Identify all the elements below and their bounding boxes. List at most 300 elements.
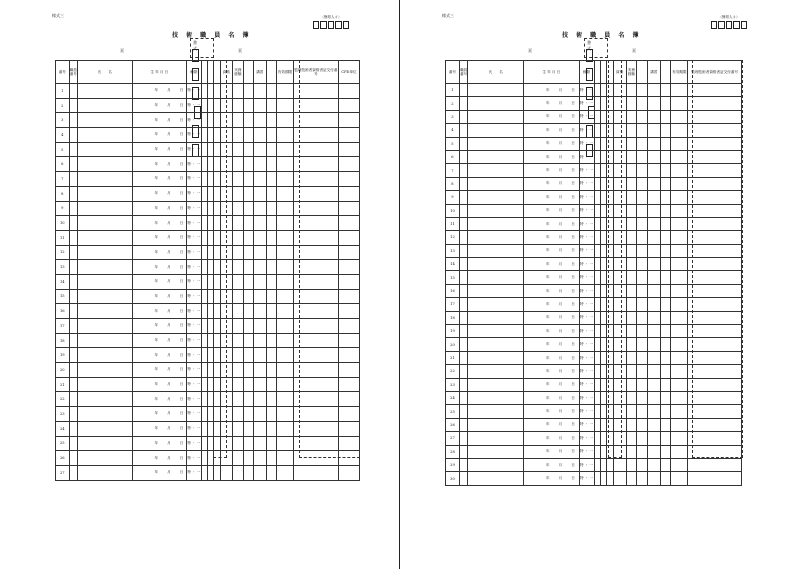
- table-cell: [277, 436, 294, 451]
- table-cell: [277, 421, 294, 436]
- table-cell: [233, 377, 243, 392]
- table-cell: [468, 217, 524, 230]
- row-number: 9: [56, 201, 70, 216]
- birth-date-cell: 年 月 日: [132, 201, 187, 216]
- table-cell: [277, 142, 294, 157]
- birth-date-cell: 年 月 日: [132, 451, 187, 466]
- table-cell: [254, 377, 267, 392]
- col-qual: 資格: [613, 61, 626, 84]
- type-cell: 特 ・ 一: [187, 451, 202, 466]
- table-cell: [233, 392, 243, 407]
- col-qual: 資格: [220, 61, 233, 84]
- col-expiry: 有効期限: [671, 61, 688, 84]
- table-cell: [78, 245, 133, 260]
- table-cell: [626, 164, 637, 177]
- table-cell: [459, 137, 468, 150]
- table-cell: [233, 319, 243, 334]
- table-cell: [671, 231, 688, 244]
- type-cell: 特 ・ 一: [579, 432, 594, 445]
- table-cell: [468, 110, 524, 123]
- table-cell: [69, 333, 77, 348]
- type-cell: 特 ・ 一: [187, 84, 202, 99]
- row-number: 19: [56, 348, 70, 363]
- table-cell: [78, 289, 133, 304]
- table-cell: [647, 84, 660, 97]
- table-cell: [468, 458, 524, 471]
- table-cell: [243, 333, 253, 348]
- table-cell: [233, 186, 243, 201]
- table-cell: [647, 110, 660, 123]
- type-cell: 特 ・ 一: [579, 258, 594, 271]
- table-cell: [468, 284, 524, 297]
- table-cell: [459, 204, 468, 217]
- table-cell: [459, 244, 468, 257]
- table-cell: [468, 204, 524, 217]
- table-cell: [626, 177, 637, 190]
- birth-date-cell: 年 月 日: [524, 432, 580, 445]
- table-cell: [243, 363, 253, 378]
- type-cell: 特 ・ 一: [187, 421, 202, 436]
- table-cell: [277, 128, 294, 143]
- birth-date-cell: 年 月 日: [132, 377, 187, 392]
- type-cell: 特 ・ 一: [579, 84, 594, 97]
- table-cell: [647, 231, 660, 244]
- table-cell: [254, 289, 267, 304]
- table-cell: [647, 150, 660, 163]
- table-cell: [647, 298, 660, 311]
- table-cell: [243, 84, 253, 99]
- col-expiry: 有効期限: [277, 61, 294, 84]
- table-cell: [69, 289, 77, 304]
- birth-date-cell: 年 月 日: [524, 231, 580, 244]
- col-id: 職員番号: [69, 61, 77, 84]
- table-cell: [233, 201, 243, 216]
- type-cell: 特 ・ 一: [579, 365, 594, 378]
- table-cell: [468, 378, 524, 391]
- table-cell: [660, 351, 671, 364]
- row-number: 3: [56, 113, 70, 128]
- birth-date-cell: 年 月 日: [132, 157, 187, 172]
- table-cell: [78, 392, 133, 407]
- col-course: 講習: [254, 61, 267, 84]
- table-cell: [637, 204, 648, 217]
- table-cell: [277, 451, 294, 466]
- table-cell: [233, 128, 243, 143]
- table-cell: [468, 472, 524, 485]
- table-cell: [459, 378, 468, 391]
- table-cell: [277, 186, 294, 201]
- table-cell: [277, 377, 294, 392]
- table-cell: [468, 365, 524, 378]
- table-cell: [243, 289, 253, 304]
- table-cell: [254, 84, 267, 99]
- table-cell: [647, 445, 660, 458]
- table-cell: [459, 110, 468, 123]
- type-cell: 特 ・ 一: [579, 110, 594, 123]
- table-cell: [69, 363, 77, 378]
- table-cell: [266, 128, 276, 143]
- table-cell: [277, 363, 294, 378]
- table-cell: [69, 319, 77, 334]
- table-cell: [637, 217, 648, 230]
- table-cell: [78, 333, 133, 348]
- birth-date-cell: 年 月 日: [524, 325, 580, 338]
- row-number: 7: [56, 172, 70, 187]
- table-cell: [660, 231, 671, 244]
- row-number: 5: [446, 137, 460, 150]
- table-cell: [626, 110, 637, 123]
- table-cell: [233, 260, 243, 275]
- table-cell: [660, 84, 671, 97]
- table-cell: [626, 124, 637, 137]
- row-number: 11: [446, 217, 460, 230]
- table-cell: [266, 98, 276, 113]
- type-cell: 特 ・ 一: [579, 418, 594, 431]
- type-cell: 特 ・ 一: [187, 128, 202, 143]
- row-number: 9: [446, 191, 460, 204]
- form-number: 様式三: [442, 13, 454, 18]
- table-cell: [233, 245, 243, 260]
- type-cell: 特 ・ 一: [187, 260, 202, 275]
- row-number: 25: [56, 436, 70, 451]
- row-number: 19: [446, 325, 460, 338]
- table-cell: [78, 157, 133, 172]
- type-cell: 特 ・ 一: [579, 177, 594, 190]
- table-cell: [660, 150, 671, 163]
- table-cell: [626, 217, 637, 230]
- table-cell: [647, 191, 660, 204]
- table-cell: [277, 230, 294, 245]
- table-cell: [626, 445, 637, 458]
- row-number: 2: [446, 97, 460, 110]
- type-cell: 特 ・ 一: [579, 405, 594, 418]
- table-cell: [69, 172, 77, 187]
- table-cell: [626, 458, 637, 471]
- birth-date-cell: 年 月 日: [132, 304, 187, 319]
- table-cell: [626, 405, 637, 418]
- table-cell: [626, 365, 637, 378]
- birth-date-cell: 年 月 日: [524, 244, 580, 257]
- table-cell: [254, 407, 267, 422]
- table-cell: [671, 258, 688, 271]
- table-cell: [69, 451, 77, 466]
- table-cell: [647, 137, 660, 150]
- table-cell: [233, 451, 243, 466]
- table-cell: [254, 230, 267, 245]
- table-cell: [78, 98, 133, 113]
- table-cell: [626, 84, 637, 97]
- table-cell: [671, 191, 688, 204]
- row-number: 23: [446, 378, 460, 391]
- birth-date-cell: 年 月 日: [524, 378, 580, 391]
- table-cell: [277, 407, 294, 422]
- type-cell: 特 ・ 一: [579, 298, 594, 311]
- table-cell: [266, 230, 276, 245]
- table-cell: [277, 392, 294, 407]
- row-number: 25: [446, 405, 460, 418]
- birth-date-cell: 年 月 日: [132, 436, 187, 451]
- table-cell: [647, 432, 660, 445]
- table-cell: [468, 150, 524, 163]
- table-cell: [78, 363, 133, 378]
- birth-date-cell: 年 月 日: [524, 445, 580, 458]
- table-cell: [459, 97, 468, 110]
- table-cell: [637, 150, 648, 163]
- table-cell: [647, 204, 660, 217]
- type-cell: 特 ・ 一: [579, 284, 594, 297]
- type-cell: 特 ・ 一: [187, 172, 202, 187]
- stamp-label: （簡易人々）: [718, 15, 740, 19]
- table-cell: [254, 436, 267, 451]
- type-cell: 特 ・ 一: [187, 392, 202, 407]
- row-number: 5: [56, 142, 70, 157]
- table-cell: [671, 204, 688, 217]
- col-no: 番号: [56, 61, 70, 84]
- table-cell: [459, 150, 468, 163]
- table-cell: [69, 274, 77, 289]
- table-cell: [671, 445, 688, 458]
- table-cell: [254, 113, 267, 128]
- table-cell: [626, 204, 637, 217]
- table-cell: [660, 472, 671, 485]
- row-number: 3: [446, 110, 460, 123]
- table-cell: [254, 128, 267, 143]
- type-cell: 特 ・ 一: [579, 391, 594, 404]
- table-cell: [671, 351, 688, 364]
- table-cell: [459, 177, 468, 190]
- table-cell: [660, 137, 671, 150]
- table-cell: [78, 377, 133, 392]
- table-cell: [266, 377, 276, 392]
- table-cell: [233, 172, 243, 187]
- table-cell: [468, 405, 524, 418]
- table-cell: [69, 157, 77, 172]
- table-cell: [266, 157, 276, 172]
- row-number: 6: [56, 157, 70, 172]
- table-cell: [671, 325, 688, 338]
- col-cert: 監理技術者資格者証交付番号: [688, 61, 742, 84]
- table-cell: [266, 216, 276, 231]
- table-cell: [254, 421, 267, 436]
- table-cell: [69, 436, 77, 451]
- type-cell: 特 ・ 一: [187, 319, 202, 334]
- row-number: 26: [446, 418, 460, 431]
- col-type: 種類: [579, 61, 594, 84]
- page-suffix: 頁: [632, 48, 636, 53]
- table-cell: [637, 271, 648, 284]
- table-cell: [660, 177, 671, 190]
- table-cell: [78, 260, 133, 275]
- table-cell: [671, 311, 688, 324]
- table-cell: [660, 418, 671, 431]
- table-cell: [69, 186, 77, 201]
- table-cell: [243, 465, 253, 480]
- table-cell: [243, 436, 253, 451]
- table-cell: [626, 378, 637, 391]
- table-cell: [626, 391, 637, 404]
- table-cell: [637, 445, 648, 458]
- table-cell: [660, 378, 671, 391]
- table-cell: [69, 304, 77, 319]
- table-cell: [468, 137, 524, 150]
- birth-date-cell: 年 月 日: [524, 351, 580, 364]
- table-cell: [78, 142, 133, 157]
- type-cell: 特 ・ 一: [579, 458, 594, 471]
- type-cell: 特 ・ 一: [187, 98, 202, 113]
- birth-date-cell: 年 月 日: [132, 245, 187, 260]
- table-cell: [626, 338, 637, 351]
- birth-date-cell: 年 月 日: [524, 271, 580, 284]
- birth-date-cell: 年 月 日: [524, 150, 580, 163]
- table-cell: [647, 311, 660, 324]
- table-cell: [254, 216, 267, 231]
- table-cell: [243, 98, 253, 113]
- table-cell: [243, 421, 253, 436]
- type-cell: 特 ・ 一: [187, 465, 202, 480]
- table-cell: [637, 458, 648, 471]
- table-cell: [468, 351, 524, 364]
- form-number: 様式三: [52, 13, 64, 18]
- table-cell: [647, 418, 660, 431]
- birth-date-cell: 年 月 日: [524, 97, 580, 110]
- table-cell: [78, 451, 133, 466]
- table-cell: [660, 458, 671, 471]
- roster-sheet-right: [400, 0, 800, 569]
- table-cell: [647, 124, 660, 137]
- birth-date-cell: 年 月 日: [132, 421, 187, 436]
- table-cell: [78, 230, 133, 245]
- table-cell: [468, 391, 524, 404]
- table-cell: [637, 418, 648, 431]
- table-cell: [277, 333, 294, 348]
- table-cell: [626, 432, 637, 445]
- table-cell: [647, 472, 660, 485]
- table-cell: [233, 274, 243, 289]
- table-cell: [671, 378, 688, 391]
- table-cell: [647, 271, 660, 284]
- table-cell: [254, 172, 267, 187]
- table-cell: [459, 311, 468, 324]
- type-cell: 特 ・ 一: [187, 142, 202, 157]
- row-number: 15: [56, 289, 70, 304]
- birth-date-cell: 年 月 日: [132, 260, 187, 275]
- table-cell: [637, 405, 648, 418]
- type-cell: 特 ・ 一: [579, 204, 594, 217]
- row-number: 18: [56, 333, 70, 348]
- table-cell: [459, 432, 468, 445]
- table-cell: [647, 325, 660, 338]
- table-cell: [459, 365, 468, 378]
- birth-date-cell: 年 月 日: [524, 137, 580, 150]
- birth-date-cell: 年 月 日: [132, 98, 187, 113]
- table-cell: [254, 274, 267, 289]
- type-cell: 特 ・ 一: [579, 164, 594, 177]
- col-name: 氏 名: [78, 61, 133, 84]
- table-cell: [626, 298, 637, 311]
- type-cell: 特 ・ 一: [187, 436, 202, 451]
- table-cell: [78, 216, 133, 231]
- table-cell: [266, 201, 276, 216]
- type-cell: 特 ・ 一: [579, 445, 594, 458]
- table-cell: [660, 391, 671, 404]
- table-cell: [660, 191, 671, 204]
- table-cell: [266, 451, 276, 466]
- table-cell: [671, 97, 688, 110]
- table-cell: [626, 244, 637, 257]
- table-cell: [233, 407, 243, 422]
- table-cell: [78, 436, 133, 451]
- table-cell: [660, 311, 671, 324]
- table-cell: [671, 365, 688, 378]
- table-cell: [468, 338, 524, 351]
- table-cell: [637, 338, 648, 351]
- table-cell: [647, 391, 660, 404]
- table-cell: [637, 432, 648, 445]
- col-name: 氏 名: [468, 61, 524, 84]
- table-cell: [243, 142, 253, 157]
- col-id: 職員番号: [459, 61, 468, 84]
- table-cell: [637, 137, 648, 150]
- table-cell: [459, 258, 468, 271]
- row-number: 28: [446, 445, 460, 458]
- row-number: 12: [446, 231, 460, 244]
- table-cell: [277, 172, 294, 187]
- document-title: 技 術 職 員 名 簿: [562, 32, 642, 39]
- table-cell: [233, 436, 243, 451]
- table-cell: [243, 113, 253, 128]
- table-cell: [468, 258, 524, 271]
- table-cell: [277, 319, 294, 334]
- page-label: 頁: [120, 48, 124, 53]
- table-cell: [233, 98, 243, 113]
- row-number: 4: [56, 128, 70, 143]
- birth-date-cell: 年 月 日: [524, 124, 580, 137]
- table-cell: [266, 274, 276, 289]
- birth-date-cell: 年 月 日: [132, 113, 187, 128]
- table-cell: [660, 338, 671, 351]
- type-cell: 特 ・ 一: [187, 113, 202, 128]
- table-cell: [626, 351, 637, 364]
- table-cell: [637, 191, 648, 204]
- table-cell: [266, 392, 276, 407]
- table-cell: [647, 405, 660, 418]
- table-cell: [468, 445, 524, 458]
- table-cell: [233, 84, 243, 99]
- table-cell: [637, 110, 648, 123]
- table-cell: [338, 465, 359, 480]
- type-cell: 特 ・ 一: [579, 338, 594, 351]
- birth-date-cell: 年 月 日: [524, 365, 580, 378]
- row-number: 21: [56, 377, 70, 392]
- table-cell: [671, 284, 688, 297]
- table-cell: [254, 465, 267, 480]
- type-cell: 特 ・ 一: [187, 201, 202, 216]
- stamp-label: （簡易人々）: [320, 15, 342, 19]
- table-cell: [277, 245, 294, 260]
- table-cell: [626, 271, 637, 284]
- table-cell: [459, 284, 468, 297]
- table-cell: [254, 348, 267, 363]
- table-cell: [647, 217, 660, 230]
- table-cell: [69, 465, 77, 480]
- table-cell: [626, 191, 637, 204]
- table-row: [446, 472, 742, 485]
- row-number: 1: [446, 84, 460, 97]
- table-cell: [69, 142, 77, 157]
- table-cell: [459, 391, 468, 404]
- type-cell: 特 ・ 一: [579, 150, 594, 163]
- table-cell: [243, 304, 253, 319]
